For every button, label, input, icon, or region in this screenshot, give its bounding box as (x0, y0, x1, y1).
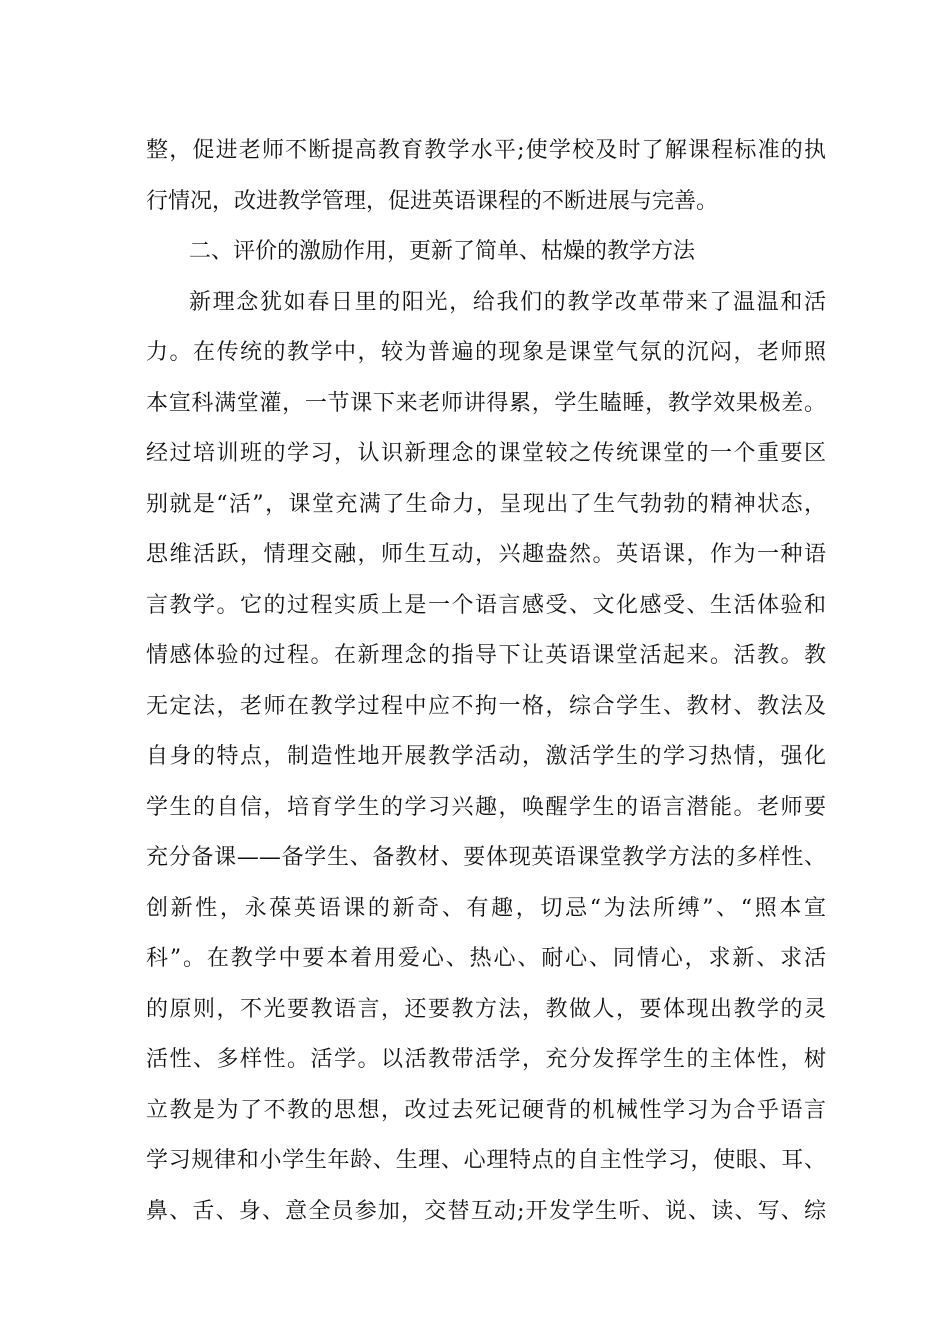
text-line: 别就是“活”，课堂充满了生命力，呈现出了生气勃勃的精神状态， (146, 492, 826, 517)
text-line: 力。在传统的教学中，较为普遍的现象是课堂气氛的沉闷，老师照 (146, 340, 826, 365)
text-line: 立教是为了不教的思想，改过去死记硬背的机械性学习为合乎语言 (146, 1098, 826, 1123)
section-heading: 二、评价的激励作用，更新了简单、枯燥的教学方法 (189, 239, 696, 264)
text-line: 本宣科满堂灌，一节课下来老师讲得累，学生瞌睡，教学效果极差。 (146, 391, 826, 416)
text-line: 情感体验的过程。在新理念的指导下让英语课堂活起来。活教。教 (146, 643, 826, 668)
text-line: 自身的特点，制造性地开展教学活动，激活学生的学习热情，强化 (146, 744, 826, 769)
text-line: 学生的自信，培育学生的学习兴趣，唤醒学生的语言潜能。老师要 (146, 795, 826, 820)
text-line: 的原则，不光要教语言，还要教方法，教做人，要体现出教学的灵 (146, 997, 826, 1022)
text-line: 行情况，改进教学管理，促进英语课程的不断进展与完善。 (146, 189, 719, 214)
text-line: 新理念犹如春日里的阳光，给我们的教学改革带来了温温和活 (189, 290, 826, 315)
text-line: 整，促进老师不断提高教育教学水平;使学校及时了解课程标准的执 (146, 138, 826, 163)
text-line: 鼻、舌、身、意全员参加，交替互动;开发学生听、说、读、写、综 (146, 1199, 826, 1224)
text-line: 活性、多样性。活学。以活教带活学，充分发挥学生的主体性，树 (146, 1047, 826, 1072)
text-line: 创新性，永葆英语课的新奇、有趣，切忌“为法所缚”、“照本宣 (146, 896, 826, 921)
text-line: 经过培训班的学习，认识新理念的课堂较之传统课堂的一个重要区 (146, 441, 826, 466)
text-line: 科”。在教学中要本着用爱心、热心、耐心、同情心，求新、求活 (146, 946, 826, 971)
text-line: 学习规律和小学生年龄、生理、心理特点的自主性学习，使眼、耳、 (146, 1148, 826, 1173)
text-line: 无定法，老师在教学过程中应不拘一格，综合学生、教材、教法及 (146, 694, 826, 719)
text-line: 言教学。它的过程实质上是一个语言感受、文化感受、生活体验和 (146, 593, 826, 618)
text-line: 思维活跃，情理交融，师生互动，兴趣盎然。英语课，作为一种语 (146, 542, 826, 567)
text-line: 充分备课——备学生、备教材、要体现英语课堂教学方法的多样性、 (146, 845, 826, 870)
